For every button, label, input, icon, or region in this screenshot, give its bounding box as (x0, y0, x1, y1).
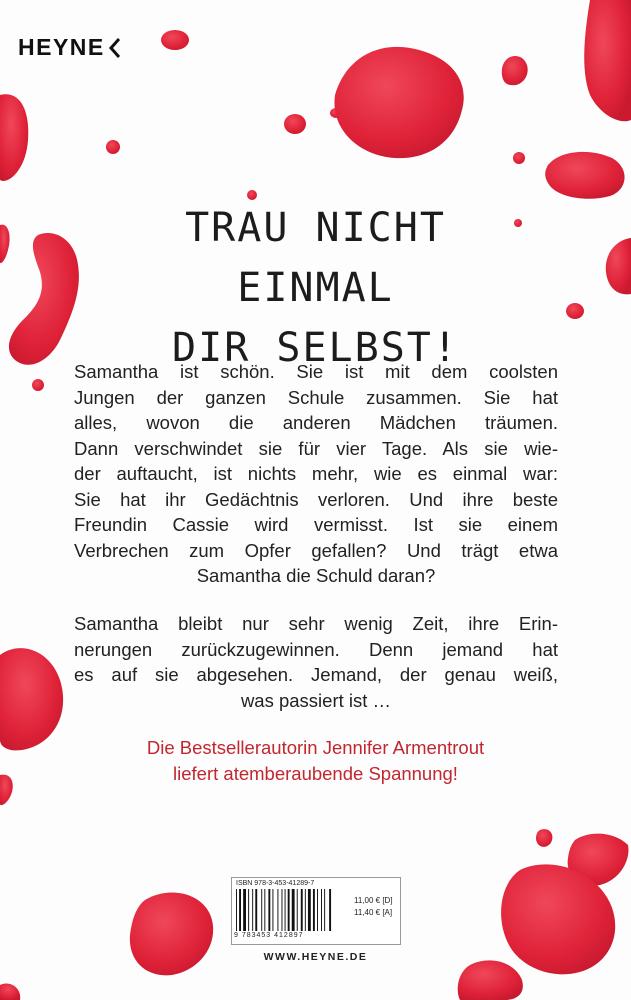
promo-tagline (0, 735, 631, 786)
isbn-label: ISBN 978-3-453-41289-7 (236, 880, 315, 887)
blurb-line: Verbrechen zum Opfer gefallen? Und trägt etwa (74, 539, 558, 561)
blurb-line: Freundin Cassie wird vermisst. Ist sie einem (74, 514, 558, 535)
headline (0, 198, 631, 378)
headline-line: DIR SELBST! (172, 325, 459, 371)
heyne-chevron-icon (108, 37, 122, 59)
blurb-line: Jungen der ganzen Schule zusammen. Sie hat (74, 386, 558, 408)
blurb-line: was passiert ist … (240, 689, 392, 711)
blurb-paragraph-1 (74, 359, 558, 589)
blurb-paragraph-2 (74, 611, 558, 713)
blurb-line: Samantha die Schuld daran? (196, 565, 436, 586)
headline-line: EINMAL (237, 265, 394, 311)
barcode-bars (236, 889, 346, 931)
price-austria: 11,40 € [A] (354, 908, 393, 917)
blurb-line: nerungen zurückzugewinnen. Denn jemand hat (74, 638, 558, 660)
blurb-line: Samantha ist schön. Sie ist mit dem coolsten (74, 361, 558, 382)
ean-digits: 9 783453 412897 (234, 932, 304, 939)
headline-line: TRAU NICHT (185, 205, 446, 251)
blurb-line: Samantha bleibt nur sehr wenig Zeit, ihre Erin- (74, 613, 558, 634)
promo-line: liefert atemberaubende Spannung! (173, 762, 458, 784)
promo-line: Die Bestsellerautorin Jennifer Armentrout (146, 737, 485, 758)
publisher-website: WWW.HEYNE.DE (263, 951, 368, 963)
blurb-line: alles, wovon die anderen Mädchen träumen. (74, 412, 558, 433)
blurb-line: es auf sie abgesehen. Jemand, der genau weiß, (74, 664, 558, 685)
price-germany: 11,00 € [D] (354, 896, 393, 905)
blurb-line: Dann verschwindet sie für vier Tage. Als sie wie- (74, 437, 558, 459)
publisher-logo (18, 34, 122, 61)
publisher-logo-text: HEYNE (18, 34, 105, 60)
blurb-line: Sie hat ihr Gedächtnis verloren. Und ihre beste (74, 488, 558, 510)
barcode-panel (231, 877, 401, 945)
blurb-line: der auftaucht, ist nichts mehr, wie es einmal war: (74, 463, 558, 484)
